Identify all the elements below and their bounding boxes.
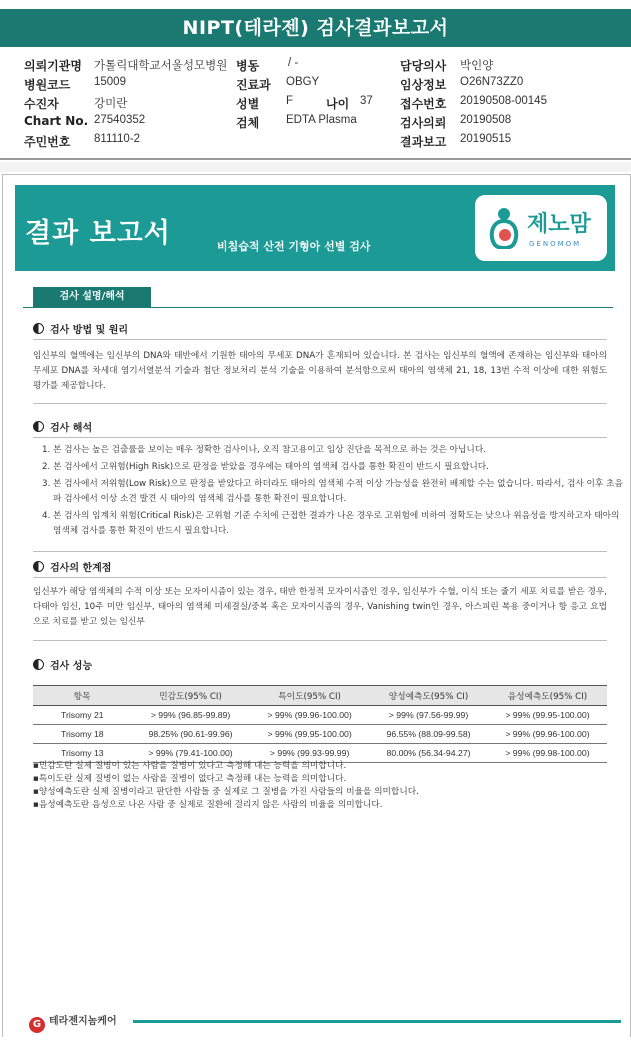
page-gap xyxy=(0,162,631,172)
divider xyxy=(33,403,607,404)
table-cell: > 99% (97.56-99.99) xyxy=(369,706,488,725)
label-requesting-institution: 의뢰기관명 xyxy=(24,59,82,73)
performance-notes xyxy=(33,760,607,812)
list-item: ▪ 양성예측도란 실제 질병이라고 판단한 사람들 중 실제로 그 질병을 가진 사람들의 비율을 의미합니다. xyxy=(33,786,607,799)
divider xyxy=(33,437,607,438)
value-request-date: 20190508 xyxy=(460,114,512,126)
half-circle-bullet-icon xyxy=(33,421,44,432)
label-clinical-info: 임상정보 xyxy=(400,78,447,92)
half-circle-bullet-icon xyxy=(33,323,44,334)
label-department: 진료과 xyxy=(236,78,271,92)
table-cell: > 99% (99.96-100.00) xyxy=(250,706,369,725)
label-doctor: 담당의사 xyxy=(400,59,447,73)
heading-method: 검사 방법 및 원리 xyxy=(33,321,128,336)
value-patient: 강미란 xyxy=(94,98,128,110)
half-circle-bullet-icon xyxy=(33,561,44,572)
logo-subtext: GENOMOM xyxy=(529,240,582,248)
heading-performance: 검사 성능 xyxy=(33,657,92,672)
list-item: ▪ 음성예측도란 음성으로 나온 사람 중 실제로 질환에 걸리지 않은 사람의 비율을 의미합니다. xyxy=(33,799,607,812)
value-resident-number: 811110-2 xyxy=(94,133,141,145)
table-cell: > 99% (99.95-100.00) xyxy=(250,725,369,744)
heading-interpretation: 검사 해석 xyxy=(33,419,92,434)
list-item: 1. 본 검사는 높은 검출률을 보이는 매우 정확한 검사이나, 오직 참고용이고 임상 진단을 목적으로 하는 것은 아닙니다. xyxy=(53,443,623,458)
section-tab-bar xyxy=(23,287,613,308)
table-cell: > 99% (96.85-99.89) xyxy=(131,706,250,725)
table-cell: Trisomy 13 xyxy=(33,744,131,763)
patient-info-table xyxy=(0,52,631,158)
value-sex: F xyxy=(286,95,294,107)
table-cell: Trisomy 18 xyxy=(33,725,131,744)
banner-subtitle: 비침습적 산전 기형아 선별 검사 xyxy=(217,240,371,253)
label-patient: 수진자 xyxy=(24,97,59,111)
table-row xyxy=(33,706,607,725)
column-header: 특이도(95% CI) xyxy=(250,686,369,706)
list-item: 4. 본 검사의 임계치 위험(Critical Risk)은 고위험 기준 수치에 근접한 결과가 나온 경우로 고위험에 비하여 정확도는 낮으나 위음성을 방지하고자 태아의 염색체 검사를 통한 확진이 반드시 필요합니다. xyxy=(53,509,623,539)
label-resident-number: 주민번호 xyxy=(24,135,71,149)
value-receipt-number: 20190508-00145 xyxy=(460,95,547,107)
table-cell: > 99% (99.93-99.99) xyxy=(250,744,369,763)
interpretation-list xyxy=(37,443,623,541)
label-receipt-number: 접수번호 xyxy=(400,97,447,111)
section-tab-description: 검사 설명/해석 xyxy=(33,287,151,307)
divider xyxy=(33,551,607,552)
value-age: 37 xyxy=(360,95,373,107)
label-ward: 병동 xyxy=(236,59,260,73)
value-clinical-info: O26N73ZZ0 xyxy=(460,76,524,88)
footer-line xyxy=(133,1020,621,1023)
value-requesting-institution: 가톨릭대학교서울성모병원 xyxy=(94,60,228,72)
label-request-date: 검사의뢰 xyxy=(400,116,447,130)
value-chart-no: 27540352 xyxy=(94,114,146,126)
report-title: NIPT(테라젠) 검사결과보고서 xyxy=(0,9,631,47)
table-cell: > 99% (99.95-100.00) xyxy=(488,706,607,725)
label-report-date: 결과보고 xyxy=(400,135,447,149)
banner-title: 결과 보고서 xyxy=(25,218,171,249)
table-cell: > 99% (99.96-100.00) xyxy=(488,725,607,744)
column-header: 양성예측도(95% CI) xyxy=(369,686,488,706)
label-sex: 성별 xyxy=(236,97,260,111)
label-chart-no: Chart No. xyxy=(24,114,89,128)
result-report-page xyxy=(2,174,631,1037)
table-cell: 96.55% (88.09-99.58) xyxy=(369,725,488,744)
table-cell: 98.25% (90.61-99.96) xyxy=(131,725,250,744)
limitations-text: 임신부가 해당 염색체의 수적 이상 또는 모자이시즘이 있는 경우, 태반 한정적 모자이시즘인 경우, 임신부가 수혈, 이식 또는 줄기 세포 치료를 받은 경우, 다태아 임신, 10주 미만 임신부, 태아의 염색체 미세결실/중복 혹은 모자이시즘의 경우, Vanishing twin인 경우, 아스피린 복용 중이거나 항 응고 요법으로 치료를 받고 있는 임신부 xyxy=(33,587,607,627)
column-header: 민감도(95% CI) xyxy=(131,686,250,706)
label-age: 나이 xyxy=(326,97,350,111)
table-cell: > 99% (99.98-100.00) xyxy=(488,744,607,763)
heading-limitations: 검사의 한계점 xyxy=(33,559,111,574)
column-header: 항목 xyxy=(33,686,131,706)
table-header-row xyxy=(33,686,607,706)
divider xyxy=(33,640,607,641)
value-department: OBGY xyxy=(286,76,320,88)
value-report-date: 20190515 xyxy=(460,133,512,145)
genomom-mother-icon xyxy=(485,207,523,249)
value-ward: / - xyxy=(288,57,299,69)
logo-text: 제노맘 xyxy=(527,212,591,237)
table-cell: > 99% (79.41-100.00) xyxy=(131,744,250,763)
table-cell: 80.00% (56.34-94.27) xyxy=(369,744,488,763)
half-circle-bullet-icon xyxy=(33,659,44,670)
list-item: ▪ 특이도란 실제 질병이 없는 사람을 질병이 없다고 측정해 내는 능력을 의미합니다. xyxy=(33,773,607,786)
label-specimen: 검체 xyxy=(236,116,260,130)
table-cell: Trisomy 21 xyxy=(33,706,131,725)
value-hospital-code: 15009 xyxy=(94,76,126,88)
list-item: 2. 본 검사에서 고위험(High Risk)으로 판정을 받았을 경우에는 태아의 염색체 검사를 통한 확진이 반드시 필요합니다. xyxy=(53,460,623,475)
value-specimen: EDTA Plasma xyxy=(286,114,357,126)
genomom-logo xyxy=(475,195,607,261)
list-item: ▪ 민감도란 실제 질병이 있는 사람을 질병이 있다고 측정해 내는 능력을 의미합니다. xyxy=(33,760,607,773)
divider xyxy=(33,577,607,578)
column-header: 음성예측도(95% CI) xyxy=(488,686,607,706)
result-banner xyxy=(15,185,615,271)
table-row xyxy=(33,725,607,744)
list-item: 3. 본 검사에서 저위험(Low Risk)으로 판정을 받았다고 하더라도 태아의 염색체 수적 이상 가능성을 완전히 배제할 수는 없습니다. 따라서, 검사 이후 초음파 검사에서 이상 소견 발견 시 태아의 염색체 검사를 통한 확진이 필요합니다. xyxy=(53,477,623,507)
value-doctor: 박인양 xyxy=(460,60,494,72)
theragen-g-icon: G xyxy=(29,1017,45,1033)
info-divider xyxy=(0,158,631,160)
method-text: 임신부의 혈액에는 임신부의 DNA와 태반에서 기원한 태아의 무세포 DNA가 혼재되어 있습니다. 본 검사는 임신부의 혈액에 존재하는 임신부와 태아의 무세포 DNA를 차세대 염기서열분석 기술과 첨단 정보처리 분석 기술을 이용하여 분석함으로써 태아의 염색체 21, 18, 13번 수적 이상에 대한 위험도 평가를 제공합니다. xyxy=(33,351,607,391)
performance-table xyxy=(33,685,607,763)
divider xyxy=(33,339,607,340)
label-hospital-code: 병원코드 xyxy=(24,78,71,92)
theragen-logo: G 테라젠지놈케어 xyxy=(29,1012,117,1033)
